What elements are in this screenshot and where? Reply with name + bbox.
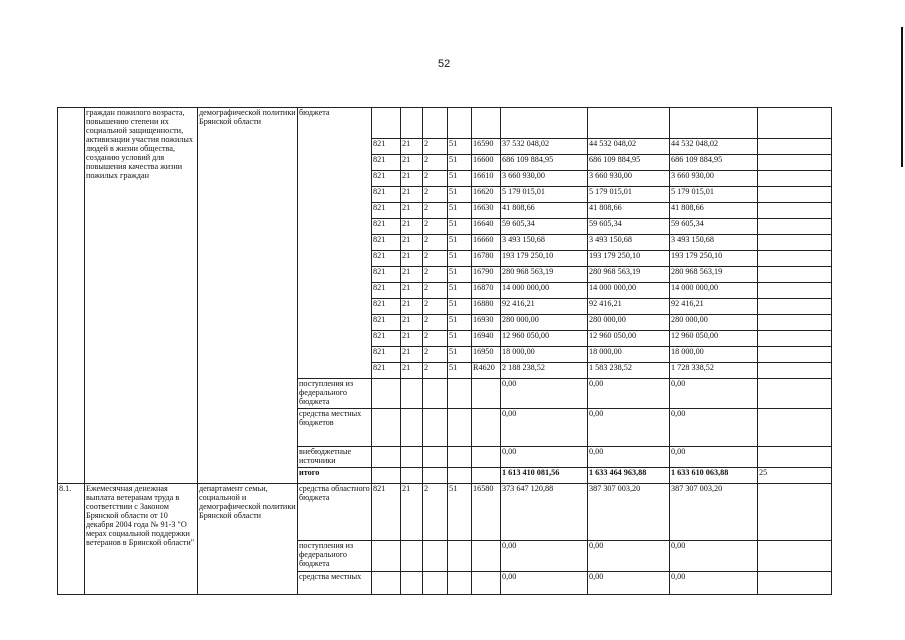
cell-v3: 387 307 003,20 xyxy=(670,484,758,541)
cell-empty xyxy=(448,447,472,468)
cell-v3: 0,00 xyxy=(670,409,758,447)
cell-csr: 51 xyxy=(448,203,472,219)
cell-empty xyxy=(372,572,401,595)
cell-grbs: 821 xyxy=(372,187,401,203)
cell-code: 16640 xyxy=(472,219,501,235)
cell-v2: 0,00 xyxy=(588,409,670,447)
cell-code: 16790 xyxy=(472,267,501,283)
cell-v1 xyxy=(501,108,588,139)
cell-v2: 0,00 xyxy=(588,379,670,409)
cell-csr: 51 xyxy=(448,155,472,171)
cell-empty xyxy=(472,541,501,572)
table-row xyxy=(58,108,832,139)
cell-v3: 59 605,34 xyxy=(670,219,758,235)
cell-v3: 18 000,00 xyxy=(670,347,758,363)
cell-v2: 0,00 xyxy=(588,572,670,595)
cell-grbs: 821 xyxy=(372,251,401,267)
cell-pr xyxy=(423,108,448,139)
cell-rz: 21 xyxy=(401,299,423,315)
cell-v1: 280 000,00 xyxy=(501,315,588,331)
cell-pr: 2 xyxy=(423,171,448,187)
cell-rz: 21 xyxy=(401,363,423,379)
cell-pr: 2 xyxy=(423,315,448,331)
cell-extra xyxy=(758,572,832,595)
cell-empty xyxy=(423,541,448,572)
cell-grbs: 821 xyxy=(372,283,401,299)
cell-csr: 51 xyxy=(448,347,472,363)
cell-empty xyxy=(472,468,501,484)
cell-v2: 92 416,21 xyxy=(588,299,670,315)
budget-table xyxy=(57,107,832,595)
cell-v1: 0,00 xyxy=(501,572,588,595)
cell-empty xyxy=(401,447,423,468)
cell-source: средства местных xyxy=(298,572,372,595)
cell-grbs: 821 xyxy=(372,363,401,379)
cell-pr: 2 xyxy=(423,251,448,267)
cell-grbs: 821 xyxy=(372,155,401,171)
cell-empty xyxy=(401,572,423,595)
cell-v1: 92 416,21 xyxy=(501,299,588,315)
cell-v1: 0,00 xyxy=(501,379,588,409)
cell-grbs: 821 xyxy=(372,267,401,283)
cell-v2: 3 660 930,00 xyxy=(588,171,670,187)
cell-grbs: 821 xyxy=(372,219,401,235)
cell-grbs: 821 xyxy=(372,331,401,347)
cell-code: 16780 xyxy=(472,251,501,267)
cell-code: 16660 xyxy=(472,235,501,251)
cell-v2: 0,00 xyxy=(588,447,670,468)
cell-grbs: 821 xyxy=(372,484,401,541)
cell-code: 16590 xyxy=(472,139,501,155)
cell-empty xyxy=(423,468,448,484)
cell-source: средства областного бюджета xyxy=(298,484,372,541)
cell-rz: 21 xyxy=(401,187,423,203)
cell-rz: 21 xyxy=(401,347,423,363)
cell-v1: 12 960 050,00 xyxy=(501,331,588,347)
cell-code: 16880 xyxy=(472,299,501,315)
cell-extra xyxy=(758,203,832,219)
cell-csr: 51 xyxy=(448,251,472,267)
table-row xyxy=(58,484,832,541)
cell-v3: 44 532 048,02 xyxy=(670,139,758,155)
cell-extra xyxy=(758,541,832,572)
cell-v3: 1 633 610 063,88 xyxy=(670,468,758,484)
cell-empty xyxy=(372,447,401,468)
cell-grbs: 821 xyxy=(372,299,401,315)
cell-v3: 0,00 xyxy=(670,379,758,409)
cell-code xyxy=(472,108,501,139)
cell-empty xyxy=(423,409,448,447)
cell-extra xyxy=(758,108,832,139)
cell-v2: 14 000 000,00 xyxy=(588,283,670,299)
cell-code: 16630 xyxy=(472,203,501,219)
cell-rz: 21 xyxy=(401,251,423,267)
cell-empty xyxy=(448,468,472,484)
cell-source: итого xyxy=(298,468,372,484)
cell-grbs: 821 xyxy=(372,171,401,187)
cell-empty xyxy=(401,541,423,572)
cell-v3: 14 000 000,00 xyxy=(670,283,758,299)
cell-extra xyxy=(758,347,832,363)
cell-extra: 25 xyxy=(758,468,832,484)
cell-empty xyxy=(423,447,448,468)
cell-v3: 0,00 xyxy=(670,572,758,595)
cell-code: 16580 xyxy=(472,484,501,541)
cell-v3: 41 808,66 xyxy=(670,203,758,219)
cell-v1: 280 968 563,19 xyxy=(501,267,588,283)
cell-v3: 686 109 884,95 xyxy=(670,155,758,171)
cell-v3: 3 493 150,68 xyxy=(670,235,758,251)
cell-csr: 51 xyxy=(448,484,472,541)
table-body xyxy=(58,108,832,595)
cell-grbs: 821 xyxy=(372,203,401,219)
cell-code: 16930 xyxy=(472,315,501,331)
cell-rz: 21 xyxy=(401,155,423,171)
cell-code: 16870 xyxy=(472,283,501,299)
cell-code: 16620 xyxy=(472,187,501,203)
cell-empty xyxy=(372,379,401,409)
cell-csr: 51 xyxy=(448,235,472,251)
cell-rz: 21 xyxy=(401,235,423,251)
cell-pr: 2 xyxy=(423,331,448,347)
cell-v1: 373 647 120,88 xyxy=(501,484,588,541)
cell-v3: 3 660 930,00 xyxy=(670,171,758,187)
cell-rz: 21 xyxy=(401,267,423,283)
cell-rz: 21 xyxy=(401,484,423,541)
cell-v3: 0,00 xyxy=(670,541,758,572)
cell-rz: 21 xyxy=(401,283,423,299)
cell-extra xyxy=(758,267,832,283)
cell-num: 8.1. xyxy=(58,484,85,595)
cell-extra xyxy=(758,331,832,347)
cell-source: поступления из федерального бюджета xyxy=(298,541,372,572)
cell-empty xyxy=(448,379,472,409)
cell-grbs: 821 xyxy=(372,139,401,155)
cell-code: 16950 xyxy=(472,347,501,363)
cell-empty xyxy=(401,468,423,484)
cell-csr: 51 xyxy=(448,299,472,315)
cell-extra xyxy=(758,484,832,541)
cell-code: 16940 xyxy=(472,331,501,347)
cell-source: поступления из федерального бюджета xyxy=(298,379,372,409)
cell-v3: 0,00 xyxy=(670,447,758,468)
cell-v2: 686 109 884,95 xyxy=(588,155,670,171)
cell-pr: 2 xyxy=(423,187,448,203)
cell-empty xyxy=(401,379,423,409)
cell-rz: 21 xyxy=(401,139,423,155)
cell-csr: 51 xyxy=(448,331,472,347)
cell-empty xyxy=(448,409,472,447)
cell-v2: 59 605,34 xyxy=(588,219,670,235)
cell-extra xyxy=(758,235,832,251)
cell-extra xyxy=(758,283,832,299)
cell-v1: 2 188 238,52 xyxy=(501,363,588,379)
cell-pr: 2 xyxy=(423,347,448,363)
cell-v1: 59 605,34 xyxy=(501,219,588,235)
cell-extra xyxy=(758,251,832,267)
cell-extra xyxy=(758,219,832,235)
cell-code: 16610 xyxy=(472,171,501,187)
cell-pr: 2 xyxy=(423,299,448,315)
cell-grbs: 821 xyxy=(372,315,401,331)
cell-empty xyxy=(448,541,472,572)
cell-v3: 12 960 050,00 xyxy=(670,331,758,347)
cell-v1: 18 000,00 xyxy=(501,347,588,363)
cell-code: R4620 xyxy=(472,363,501,379)
cell-v1: 0,00 xyxy=(501,541,588,572)
cell-extra xyxy=(758,409,832,447)
cell-pr: 2 xyxy=(423,155,448,171)
cell-v3: 280 000,00 xyxy=(670,315,758,331)
cell-v1: 14 000 000,00 xyxy=(501,283,588,299)
cell-v3 xyxy=(670,108,758,139)
cell-v1: 3 660 930,00 xyxy=(501,171,588,187)
cell-v2: 387 307 003,20 xyxy=(588,484,670,541)
cell-extra xyxy=(758,447,832,468)
cell-v3: 193 179 250,10 xyxy=(670,251,758,267)
cell-v2: 12 960 050,00 xyxy=(588,331,670,347)
cell-extra xyxy=(758,315,832,331)
cell-csr: 51 xyxy=(448,267,472,283)
cell-v2: 280 968 563,19 xyxy=(588,267,670,283)
cell-grbs: 821 xyxy=(372,235,401,251)
cell-empty xyxy=(423,379,448,409)
cell-source: внебюджетные источники xyxy=(298,447,372,468)
cell-rz: 21 xyxy=(401,203,423,219)
cell-description: Ежемесячная денежная выплата ветеранам труда в соответствии с Законом Брянской области от 10 декабря 2004 года № 91-З "О мерах социальной поддержки ветеранов в Брянской области" xyxy=(85,484,198,595)
cell-extra xyxy=(758,187,832,203)
cell-empty xyxy=(448,572,472,595)
cell-v2: 193 179 250,10 xyxy=(588,251,670,267)
cell-empty xyxy=(472,447,501,468)
cell-rz: 21 xyxy=(401,171,423,187)
cell-v3: 92 416,21 xyxy=(670,299,758,315)
page-number: 52 xyxy=(438,58,451,70)
cell-csr xyxy=(448,108,472,139)
cell-v1: 3 493 150,68 xyxy=(501,235,588,251)
cell-v1: 41 808,66 xyxy=(501,203,588,219)
cell-v3: 5 179 015,01 xyxy=(670,187,758,203)
cell-v1: 0,00 xyxy=(501,447,588,468)
cell-empty xyxy=(423,572,448,595)
cell-empty xyxy=(372,541,401,572)
cell-extra xyxy=(758,171,832,187)
cell-rz: 21 xyxy=(401,315,423,331)
cell-rz: 21 xyxy=(401,331,423,347)
cell-csr: 51 xyxy=(448,363,472,379)
cell-executor: департамент семьи, социальной и демографической политики Брянской области xyxy=(198,484,298,595)
cell-pr: 2 xyxy=(423,283,448,299)
cell-pr: 2 xyxy=(423,484,448,541)
cell-pr: 2 xyxy=(423,267,448,283)
cell-empty xyxy=(401,409,423,447)
cell-source: бюджета xyxy=(298,108,372,379)
cell-pr: 2 xyxy=(423,203,448,219)
cell-extra xyxy=(758,363,832,379)
cell-v1: 0,00 xyxy=(501,409,588,447)
cell-v1: 5 179 015,01 xyxy=(501,187,588,203)
cell-code: 16600 xyxy=(472,155,501,171)
cell-csr: 51 xyxy=(448,219,472,235)
cell-v2: 3 493 150,68 xyxy=(588,235,670,251)
cell-pr: 2 xyxy=(423,139,448,155)
cell-num xyxy=(58,108,85,484)
cell-v3: 280 968 563,19 xyxy=(670,267,758,283)
cell-csr: 51 xyxy=(448,139,472,155)
cell-empty xyxy=(472,572,501,595)
cell-empty xyxy=(372,468,401,484)
cell-v2: 1 633 464 963,88 xyxy=(588,468,670,484)
cell-v1: 686 109 884,95 xyxy=(501,155,588,171)
cell-csr: 51 xyxy=(448,315,472,331)
cell-pr: 2 xyxy=(423,363,448,379)
cell-extra xyxy=(758,139,832,155)
cell-executor: демографической политики Брянской области xyxy=(198,108,298,484)
cell-pr: 2 xyxy=(423,219,448,235)
cell-empty xyxy=(472,379,501,409)
cell-extra xyxy=(758,299,832,315)
cell-empty xyxy=(472,409,501,447)
cell-v1: 37 532 048,02 xyxy=(501,139,588,155)
cell-extra xyxy=(758,379,832,409)
page-edge-line xyxy=(901,27,903,167)
cell-v2 xyxy=(588,108,670,139)
cell-v2: 5 179 015,01 xyxy=(588,187,670,203)
cell-empty xyxy=(372,409,401,447)
cell-description: граждан пожилого возраста, повышению степени их социальной защищенности, активизации участия пожилых людей в жизни общества, созданию условий для повышения качества жизни пожилых граждан xyxy=(85,108,198,484)
cell-v1: 193 179 250,10 xyxy=(501,251,588,267)
cell-v2: 41 808,66 xyxy=(588,203,670,219)
cell-v2: 18 000,00 xyxy=(588,347,670,363)
cell-pr: 2 xyxy=(423,235,448,251)
cell-grbs xyxy=(372,108,401,139)
cell-rz: 21 xyxy=(401,219,423,235)
cell-v2: 1 583 238,52 xyxy=(588,363,670,379)
cell-extra xyxy=(758,155,832,171)
cell-v2: 280 000,00 xyxy=(588,315,670,331)
cell-v1: 1 613 410 081,56 xyxy=(501,468,588,484)
cell-csr: 51 xyxy=(448,187,472,203)
cell-csr: 51 xyxy=(448,283,472,299)
cell-v3: 1 728 338,52 xyxy=(670,363,758,379)
cell-rz xyxy=(401,108,423,139)
cell-v2: 44 532 048,02 xyxy=(588,139,670,155)
cell-grbs: 821 xyxy=(372,347,401,363)
cell-source: средства местных бюджетов xyxy=(298,409,372,447)
cell-v2: 0,00 xyxy=(588,541,670,572)
cell-csr: 51 xyxy=(448,171,472,187)
